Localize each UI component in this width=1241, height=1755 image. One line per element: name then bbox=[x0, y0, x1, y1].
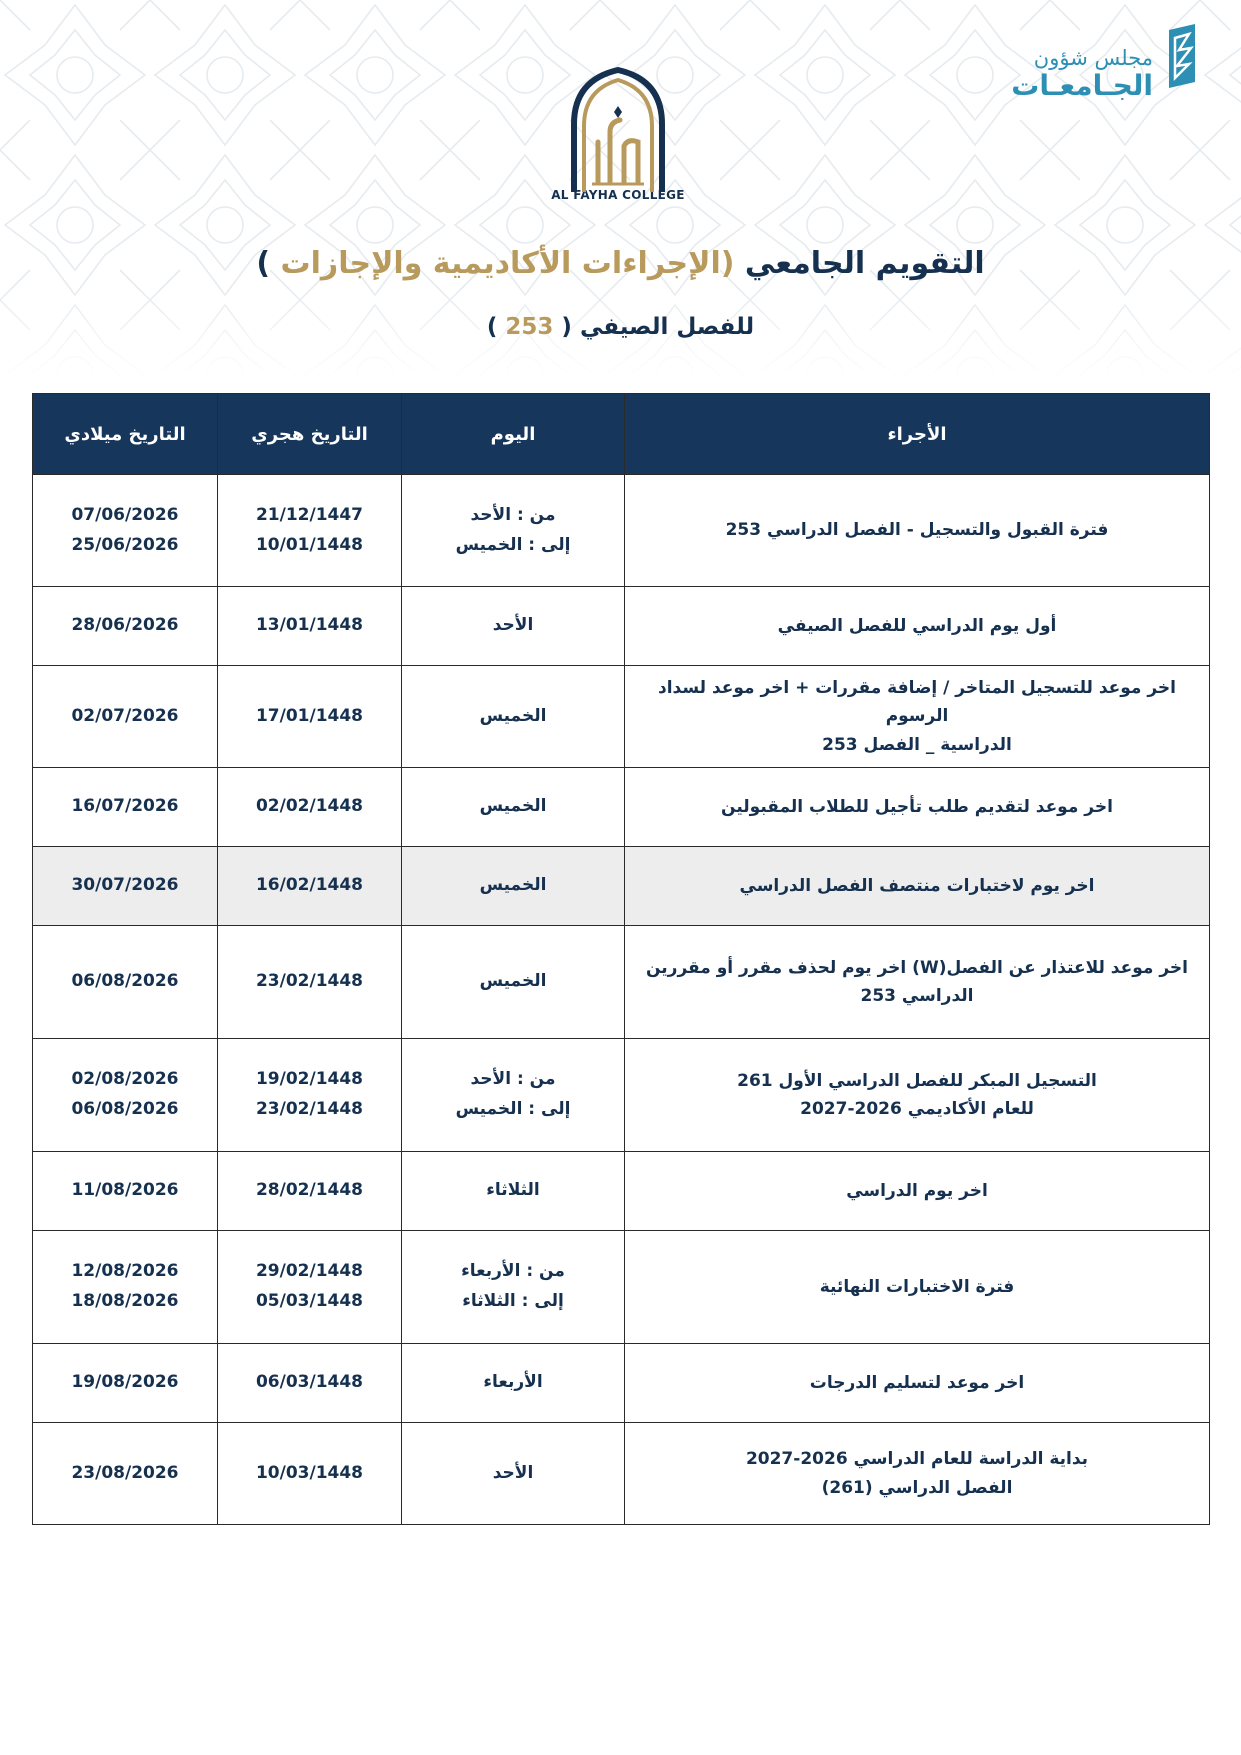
hijri-date-cell bbox=[218, 1423, 402, 1525]
calendar-table bbox=[32, 393, 1210, 1525]
gregorian-date-cell-line: 30/07/2026 bbox=[71, 875, 179, 896]
table-row bbox=[33, 587, 1210, 666]
day-cell bbox=[402, 1423, 625, 1525]
table-body bbox=[33, 475, 1210, 1525]
procedure-cell bbox=[625, 1423, 1210, 1525]
gregorian-date-cell bbox=[33, 666, 218, 768]
day-cell bbox=[402, 1231, 625, 1344]
day-cell-line: إلى : الخميس bbox=[455, 534, 571, 555]
hijri-date-cell-line: 16/02/1448 bbox=[255, 875, 364, 896]
table-row bbox=[33, 1039, 1210, 1152]
hijri-date-cell-line: 02/02/1448 bbox=[255, 796, 364, 817]
table-row bbox=[33, 926, 1210, 1039]
procedure-cell bbox=[625, 926, 1210, 1039]
procedure-cell-line: للعام الأكاديمي 2026-2027 bbox=[800, 1099, 1034, 1119]
gregorian-date-cell bbox=[33, 1231, 218, 1344]
hijri-date-cell-line: 10/01/1448 bbox=[255, 534, 364, 555]
college-logo bbox=[548, 62, 688, 212]
day-cell bbox=[402, 666, 625, 768]
gregorian-date-cell-line: 23/08/2026 bbox=[71, 1462, 179, 1483]
subtitle-close: ) bbox=[486, 314, 498, 340]
procedure-cell-line: الفصل الدراسي (261) bbox=[821, 1477, 1013, 1498]
subtitle-text: للفصل الصيفي bbox=[579, 314, 755, 340]
gregorian-date-cell bbox=[33, 1039, 218, 1152]
procedure-cell-line: اخر يوم لاختبارات منتصف الفصل الدراسي bbox=[739, 875, 1095, 896]
hijri-date-cell-line: 23/02/1448 bbox=[255, 971, 364, 992]
gregorian-date-cell-line: 12/08/2026 bbox=[71, 1261, 179, 1282]
page-title bbox=[0, 246, 1241, 281]
table-row bbox=[33, 1152, 1210, 1231]
header-day: اليوم bbox=[402, 394, 625, 475]
council-emblem-icon bbox=[1165, 24, 1201, 88]
procedure-cell bbox=[625, 666, 1210, 768]
day-cell-line: الخميس bbox=[479, 705, 547, 726]
hijri-date-cell-line: 29/02/1448 bbox=[255, 1261, 364, 1282]
hijri-date-cell bbox=[218, 475, 402, 587]
day-cell-line: من : الأحد bbox=[470, 1069, 556, 1090]
title-close: ) bbox=[256, 246, 271, 281]
procedure-cell-line: التسجيل المبكر للفصل الدراسي الأول 261 bbox=[737, 1070, 1097, 1091]
day-cell-line: إلى : الخميس bbox=[455, 1099, 571, 1119]
college-name-en: AL FAYHA COLLEGE bbox=[551, 188, 685, 202]
hijri-date-cell-line: 10/03/1448 bbox=[255, 1462, 364, 1483]
procedure-cell-line: اخر موعد لتسليم الدرجات bbox=[809, 1372, 1025, 1393]
procedure-cell bbox=[625, 587, 1210, 666]
gregorian-date-cell-line: 11/08/2026 bbox=[71, 1180, 179, 1201]
day-cell-line: الأربعاء bbox=[483, 1372, 543, 1393]
hijri-date-cell-line: 21/12/1447 bbox=[255, 504, 364, 525]
gregorian-date-cell bbox=[33, 587, 218, 666]
gregorian-date-cell-line: 02/07/2026 bbox=[71, 705, 179, 726]
day-cell bbox=[402, 768, 625, 847]
gregorian-date-cell-line: 18/08/2026 bbox=[71, 1291, 179, 1311]
procedure-cell bbox=[625, 1152, 1210, 1231]
procedure-cell-line: اخر موعد للاعتذار عن الفصل(W) اخر يوم لحذف مقرر أو مقررين bbox=[645, 957, 1188, 978]
gregorian-date-cell-line: 06/08/2026 bbox=[71, 1099, 179, 1119]
procedure-cell-line: اخر يوم الدراسي bbox=[846, 1180, 988, 1201]
procedure-cell bbox=[625, 1039, 1210, 1152]
procedure-cell-line: اخر موعد للتسجيل المتاخر / إضافة مقررات + اخر موعد لسداد الرسوم bbox=[657, 678, 1177, 727]
hijri-date-cell-line: 17/01/1448 bbox=[255, 705, 364, 726]
table-row bbox=[33, 1344, 1210, 1423]
procedure-cell bbox=[625, 475, 1210, 587]
day-cell-line: من : الأحد bbox=[470, 504, 556, 525]
day-cell bbox=[402, 1152, 625, 1231]
hijri-date-cell bbox=[218, 666, 402, 768]
hijri-date-cell bbox=[218, 587, 402, 666]
day-cell bbox=[402, 1344, 625, 1423]
day-cell-line: الأحد bbox=[492, 615, 534, 636]
council-logo bbox=[1001, 22, 1201, 103]
hijri-date-cell-line: 23/02/1448 bbox=[255, 1099, 364, 1119]
page-subtitle bbox=[0, 314, 1241, 340]
day-cell-line: إلى : الثلاثاء bbox=[462, 1291, 564, 1311]
gregorian-date-cell bbox=[33, 1152, 218, 1231]
gregorian-date-cell-line: 02/08/2026 bbox=[71, 1069, 179, 1090]
hijri-date-cell-line: 05/03/1448 bbox=[255, 1291, 364, 1311]
procedure-cell-line: أول يوم الدراسي للفصل الصيفي bbox=[777, 615, 1057, 636]
hijri-date-cell bbox=[218, 1231, 402, 1344]
gregorian-date-cell bbox=[33, 475, 218, 587]
procedure-cell bbox=[625, 1344, 1210, 1423]
hijri-date-cell bbox=[218, 926, 402, 1039]
gregorian-date-cell-line: 19/08/2026 bbox=[71, 1372, 179, 1393]
hijri-date-cell bbox=[218, 847, 402, 926]
header-gregorian-date: التاريخ ميلادي bbox=[33, 394, 218, 475]
day-cell bbox=[402, 1039, 625, 1152]
hijri-date-cell-line: 28/02/1448 bbox=[255, 1180, 364, 1201]
title-main: التقويم الجامعي bbox=[744, 246, 985, 281]
title-highlight: (الإجراءات الأكاديمية والإجازات bbox=[280, 246, 735, 281]
procedure-cell-line: اخر موعد لتقديم طلب تأجيل للطلاب المقبولين bbox=[721, 796, 1113, 817]
hijri-date-cell-line: 06/03/1448 bbox=[255, 1372, 364, 1393]
day-cell bbox=[402, 475, 625, 587]
procedure-cell-line: فترة القبول والتسجيل - الفصل الدراسي 253 bbox=[725, 520, 1109, 541]
header-hijri-date: التاريخ هجري bbox=[218, 394, 402, 475]
gregorian-date-cell bbox=[33, 1344, 218, 1423]
procedure-cell-line: الدراسية _ الفصل 253 bbox=[822, 734, 1012, 755]
hijri-date-cell bbox=[218, 1152, 402, 1231]
procedure-cell bbox=[625, 847, 1210, 926]
day-cell-line: الخميس bbox=[479, 971, 547, 992]
gregorian-date-cell-line: 25/06/2026 bbox=[71, 534, 179, 555]
hijri-date-cell bbox=[218, 768, 402, 847]
day-cell-line: الثلاثاء bbox=[486, 1180, 540, 1201]
hijri-date-cell-line: 13/01/1448 bbox=[255, 615, 364, 636]
day-cell-line: من : الأربعاء bbox=[461, 1261, 565, 1282]
table-row bbox=[33, 768, 1210, 847]
council-name bbox=[1011, 46, 1153, 102]
table-row bbox=[33, 475, 1210, 587]
procedure-cell-line: الدراسي 253 bbox=[860, 986, 974, 1006]
procedure-cell bbox=[625, 768, 1210, 847]
hijri-date-cell bbox=[218, 1344, 402, 1423]
hijri-date-cell-line: 19/02/1448 bbox=[255, 1069, 364, 1090]
gregorian-date-cell bbox=[33, 847, 218, 926]
day-cell-line: الخميس bbox=[479, 875, 547, 896]
table-row bbox=[33, 1423, 1210, 1525]
gregorian-date-cell-line: 07/06/2026 bbox=[71, 504, 179, 525]
gregorian-date-cell-line: 28/06/2026 bbox=[71, 615, 179, 636]
table-row bbox=[33, 666, 1210, 768]
table-header-row bbox=[33, 394, 1210, 475]
gregorian-date-cell-line: 06/08/2026 bbox=[71, 971, 179, 992]
hijri-date-cell bbox=[218, 1039, 402, 1152]
gregorian-date-cell bbox=[33, 768, 218, 847]
council-name-line1: مجلس شؤون bbox=[1033, 46, 1153, 70]
table-row bbox=[33, 847, 1210, 926]
procedure-cell-line: فترة الاختبارات النهائية bbox=[819, 1276, 1015, 1297]
gregorian-date-cell bbox=[33, 926, 218, 1039]
procedure-cell-line: بداية الدراسة للعام الدراسي 2026-2027 bbox=[745, 1449, 1089, 1470]
day-cell-line: الأحد bbox=[492, 1462, 534, 1483]
table-row bbox=[33, 1231, 1210, 1344]
subtitle-term: 253 bbox=[505, 314, 554, 340]
day-cell-line: الخميس bbox=[479, 796, 547, 817]
gregorian-date-cell-line: 16/07/2026 bbox=[71, 796, 179, 817]
day-cell bbox=[402, 847, 625, 926]
procedure-cell bbox=[625, 1231, 1210, 1344]
day-cell bbox=[402, 926, 625, 1039]
gregorian-date-cell bbox=[33, 1423, 218, 1525]
council-name-line2: الجـامعـات bbox=[1011, 69, 1153, 103]
day-cell bbox=[402, 587, 625, 666]
subtitle-open: ( bbox=[561, 314, 572, 340]
header-procedure: الأجراء bbox=[625, 394, 1210, 475]
